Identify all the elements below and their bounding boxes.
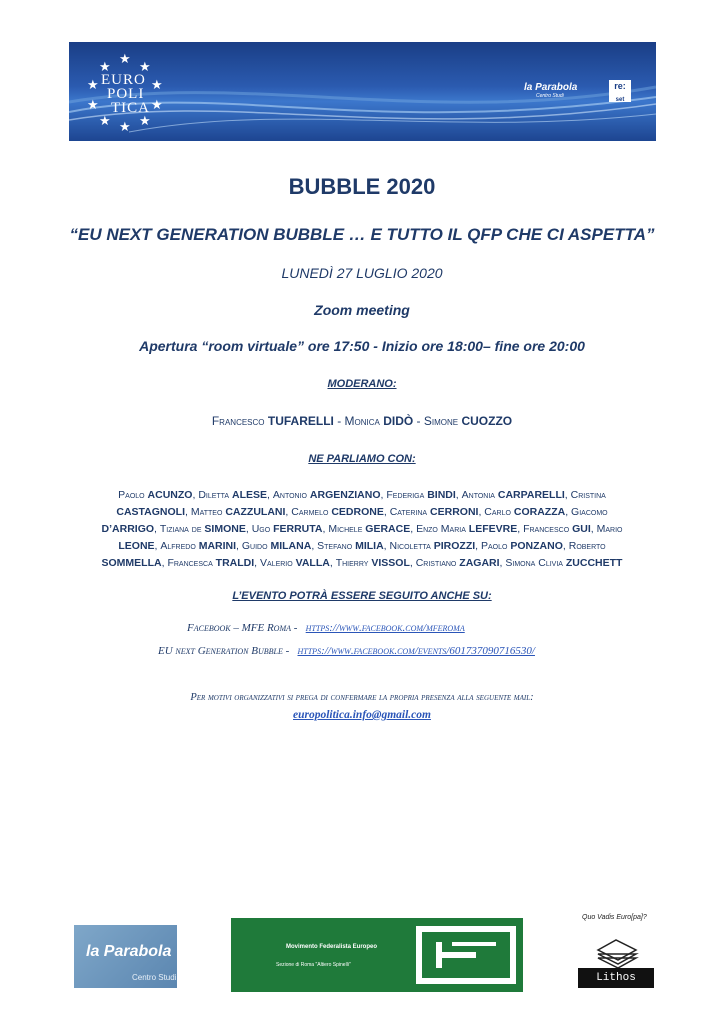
speaker-first-name: Stefano [317,540,353,552]
speaker-last-name: VALLA [295,557,330,569]
banner-reset-logo [609,80,631,102]
event-date: LUNEDÌ 27 LUGLIO 2020 [281,265,443,281]
speaker: Paolo ACUNZO, [118,489,199,501]
speaker: Cristiano ZAGARI, [415,557,506,569]
speaker-last-name: CORAZZA [513,506,566,518]
moderator-first-name: Monica [344,414,380,428]
speaker: Carmelo CEDRONE, [291,506,390,518]
speaker: Guido MILANA, [241,540,318,552]
event-times: Apertura “room virtuale” ore 17:50 - Inizio ore 18:00– fine ore 20:00 [139,338,585,354]
speaker-first-name: Carlo [484,506,511,518]
speaker-first-name: Diletta [198,489,230,501]
rsvp-note: Per motivi organizzativi si prega di confermare la propria presenza alla seguente mail: [190,692,534,703]
speaker-first-name: Matteo [190,506,223,518]
moderator-last-name: CUOZZO [461,414,513,428]
speaker: Carlo CORAZZA, [484,506,572,518]
speaker-last-name: ACUNZO [147,489,193,501]
speaker-first-name: Francesco [523,523,570,535]
speaker-last-name: LEFEVRE [468,523,518,535]
banner-re-sub: set [615,97,625,103]
speaker: Antonio ARGENZIANO, [272,489,387,501]
speaker-first-name: Giacomo [571,506,608,518]
speaker: Roberto SOMMELLA, [101,540,606,569]
event-subtitle: “EU NEXT GENERATION BUBBLE … E TUTTO IL QFP CHE CI ASPETTA” [69,225,655,244]
speaker-first-name: Thierry [335,557,369,569]
facebook-link-row-1 [187,622,465,634]
speaker-last-name: TRALDI [215,557,255,569]
speaker-last-name: MILANA [270,540,312,552]
parabola-logo-text: la Parabola [86,943,172,960]
speaker: Federiga BINDI, [386,489,462,501]
link-label: Facebook – MFE Roma - [187,622,298,634]
speaker-last-name: FERRUTA [273,523,323,535]
speaker-last-name: CASTAGNOLI [116,506,186,518]
speaker: Matteo CAZZULANI, [190,506,292,518]
banner-parabola-text: la Parabola [524,82,578,93]
speaker-first-name: Tiziana de [159,523,202,535]
speaker-last-name: CAZZULANI [225,506,286,518]
email-link[interactable]: europolitica.info@gmail.com [293,709,431,721]
speaker-last-name: CARPARELLI [497,489,565,501]
follow-heading: L’EVENTO POTRÀ ESSERE SEGUITO ANCHE SU: [232,590,492,602]
speaker: Diletta ALESE, [198,489,273,501]
mfe-logo-subtitle: Sezione di Roma "Altiero Spinelli" [276,962,351,968]
speaker-first-name: Antonio [272,489,307,501]
facebook-link-row-2 [158,645,535,657]
eu-logo-line-3: TICA [111,100,150,116]
speaker: Valerio VALLA, [260,557,336,569]
speaker-first-name: Guido [241,540,268,552]
mfe-logo-title: Movimento Federalista Europeo [286,944,378,950]
speaker-last-name: LEONE [118,540,155,552]
mfe-emblem [416,926,516,984]
moderator-first-name: Francesco [211,414,265,428]
banner-parabola-sub: Centro Studi [536,93,564,99]
speaker-last-name: PIROZZI [433,540,476,552]
speaker-last-name: GERACE [365,523,411,535]
speaker-last-name: GUI [572,523,591,535]
speaker-last-name: ALESE [232,489,268,501]
speaker [505,557,622,569]
speaker-last-name: MILIA [355,540,384,552]
speaker-last-name: D’ARRIGO [101,523,155,535]
speaker: Thierry VISSOL, [335,557,416,569]
speaker-first-name: Federiga [386,489,425,501]
europolitica-logo: ★ ★ ★ ★ ★ ★ ★ ★ ★ ★ EURO POLI TICA [87,51,163,134]
banner-re-text: re: [614,81,626,91]
speaker-first-name: Francesca [167,557,213,569]
facebook-mfe-link[interactable]: https://www.facebook.com/mferoma [305,622,465,634]
rsvp-email [0,709,724,721]
speaker: Caterina CERRONI, [389,506,485,518]
speaker-first-name: Cristiano [415,557,457,569]
meeting-platform: Zoom meeting [314,302,410,318]
lithos-logo [578,928,654,988]
speaker-last-name: SIMONE [204,523,246,535]
moderator-last-name: DIDÒ [383,414,414,428]
lithos-label: Lithos [578,968,654,988]
page-title: BUBBLE 2020 [288,174,436,199]
eu-logo-line-1: EURO [101,72,146,88]
speaker-last-name: ARGENZIANO [309,489,381,501]
facebook-event-link[interactable]: https://www.facebook.com/events/601737090716530/ [297,645,535,657]
speaker-first-name: Alfredo [160,540,196,552]
parabola-logo-sub: Centro Studi [132,973,177,982]
speaker: Francesco GUI, [523,523,597,535]
speaker-first-name: Nicoletta [389,540,431,552]
speaker: Nicoletta PIROZZI, [389,540,481,552]
speaker-first-name: Mario [596,523,623,535]
speaker-first-name: Enzo Maria [416,523,466,535]
speaker-last-name: ZUCCHETT [565,557,623,569]
speaker: Francesca TRALDI, [167,557,261,569]
speaker: Alfredo MARINI, [160,540,242,552]
speaker-first-name: Ugo [251,523,271,535]
speaker: Stefano MILIA, [317,540,390,552]
speaker-first-name: Simona Clivia [505,557,563,569]
speaker-first-name: Antonia [461,489,495,501]
speaker-first-name: Caterina [389,506,428,518]
speaker-first-name: Valerio [260,557,293,569]
speaker-first-name: Paolo [481,540,508,552]
speaker-first-name: Roberto [568,540,606,552]
speaker-last-name: CERRONI [430,506,479,518]
header-banner [69,42,656,141]
lithos-tagline: Quo Vadis Euro[pa]? [582,914,647,921]
speaker-first-name: Michele [328,523,363,535]
link-label: EU next Generation Bubble - [158,645,290,657]
speaker: Cristina CASTAGNOLI, [116,489,606,518]
eu-logo-line-2: POLI [107,86,145,102]
speaker-last-name: CEDRONE [331,506,384,518]
moderators-list: Francesco TUFARELLI - Monica DIDÒ - Simone CUOZZO [211,414,513,428]
speakers-heading: NE PARLIAMO CON: [308,453,416,465]
speaker-last-name: ZAGARI [459,557,500,569]
speaker: Ugo FERRUTA, [251,523,329,535]
moderator-last-name: TUFARELLI [267,414,334,428]
speaker-first-name: Carmelo [291,506,329,518]
speaker: Paolo PONZANO, [481,540,569,552]
speaker-last-name: BINDI [427,489,456,501]
parabola-logo [74,925,177,988]
speaker: Giacomo D’ARRIGO, [101,506,608,535]
speaker-first-name: Paolo [118,489,145,501]
speaker-last-name: MARINI [198,540,237,552]
mfe-logo [231,918,523,992]
speaker-last-name: SOMMELLA [101,557,162,569]
banner-parabola-logo [524,82,577,99]
speaker: Mario LEONE, [118,523,623,552]
lithos-book-icon [578,928,654,968]
speaker-last-name: PONZANO [510,540,563,552]
speaker: Michele GERACE, [328,523,417,535]
speaker: Enzo Maria LEFEVRE, [416,523,524,535]
speakers-list [92,487,632,572]
speaker: Tiziana de SIMONE, [159,523,252,535]
moderator-first-name: Simone [423,414,459,428]
speaker-first-name: Cristina [570,489,606,501]
speaker-last-name: VISSOL [371,557,410,569]
speaker: Antonia CARPARELLI, [461,489,571,501]
moderators-heading: MODERANO: [327,378,397,390]
